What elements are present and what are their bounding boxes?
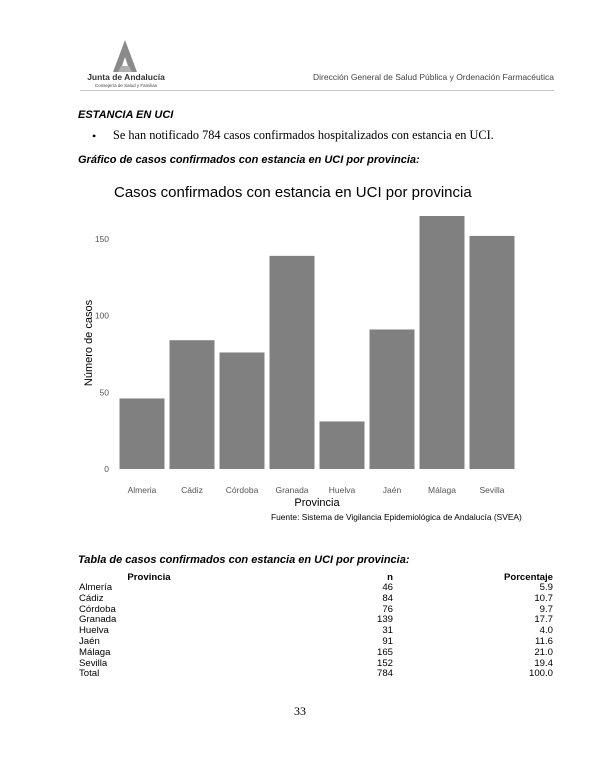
figure-caption: Gráfico de casos confirmados con estancia en UCI por provincia:: [78, 154, 420, 166]
header-provincia: Provincia: [127, 572, 171, 583]
table-row: [79, 615, 553, 626]
cell-n: 784: [376, 668, 393, 680]
cell-porcentaje: 19.4: [534, 657, 553, 669]
cell-porcentaje: 4.0: [539, 625, 553, 637]
table-caption: Tabla de casos confirmados con estancia en UCI por provincia:: [78, 554, 410, 566]
cell-porcentaje: 10.7: [534, 592, 553, 604]
bullet-text: Se han notificado 784 casos confirmados hospitalizados con estancia en UCI.: [113, 128, 494, 142]
bar-granada: [270, 256, 315, 469]
table-row: [79, 637, 553, 648]
x-tick-label: Sevilla: [479, 485, 505, 495]
cell-porcentaje: 5.9: [539, 582, 553, 593]
cell-porcentaje: 17.7: [534, 614, 553, 626]
y-tick-label: 0: [104, 464, 109, 474]
table-row: [79, 583, 553, 594]
cell-porcentaje: 11.6: [535, 635, 553, 647]
table-row: [79, 594, 553, 605]
cell-n: 152: [376, 657, 393, 669]
x-tick-label: Granada: [275, 485, 309, 495]
x-tick-label: Málaga: [428, 485, 456, 495]
chart-source: Fuente: Sistema de Vigilancia Epidemiológica de Andalucía (SVEA): [271, 512, 522, 522]
section-title: ESTANCIA EN UCI: [78, 109, 174, 121]
y-axis-label: Número de casos: [83, 299, 95, 387]
cell-provincia: Total: [79, 668, 100, 680]
cell-provincia: Jaén: [79, 635, 100, 647]
header-porcentaje: Porcentaje: [503, 572, 553, 583]
bar-almeria: [120, 398, 165, 469]
table-row: [79, 648, 553, 659]
cell-n: 31: [382, 625, 393, 637]
cases-table: [79, 572, 553, 680]
y-tick-label: 150: [94, 234, 109, 244]
cell-provincia: Granada: [79, 614, 117, 626]
bar-jaén: [370, 329, 415, 469]
cell-provincia: Málaga: [79, 646, 111, 658]
bar-cádiz: [170, 340, 215, 469]
x-tick-label: Jaén: [382, 485, 402, 495]
chart-title: Casos confirmados con estancia en UCI por provincia: [114, 184, 472, 201]
cell-n: 84: [382, 592, 393, 604]
table-row: [79, 605, 553, 616]
cell-provincia: Córdoba: [79, 603, 116, 615]
y-tick-label: 100: [94, 310, 109, 321]
cell-n: 165: [376, 646, 393, 658]
department-name: Dirección General de Salud Pública y Ordenación Farmacéutica: [313, 72, 554, 82]
cell-n: 91: [382, 635, 393, 647]
bar-huelva: [320, 421, 365, 469]
cell-provincia: Huelva: [79, 625, 109, 637]
y-tick-label: 50: [99, 387, 109, 398]
table-header-row: [79, 572, 553, 583]
bar-sevilla: [470, 236, 515, 469]
table-row-total: [79, 669, 553, 680]
bullet-marker: •: [92, 129, 97, 143]
table-row: [79, 659, 553, 670]
table-row: [79, 626, 553, 637]
header-n: n: [387, 572, 393, 583]
org-name: Junta de Andalucía: [87, 72, 165, 82]
cell-provincia: Sevilla: [79, 657, 108, 669]
x-tick-label: Córdoba: [225, 485, 259, 495]
x-tick-label: Cádiz: [181, 485, 203, 495]
cell-provincia: Almería: [79, 582, 113, 593]
cell-provincia: Cádiz: [79, 592, 104, 604]
x-axis-label: Provincia: [294, 497, 340, 509]
cell-porcentaje: 9.7: [539, 603, 553, 615]
bar-málaga: [420, 216, 465, 469]
bar-córdoba: [220, 352, 265, 469]
cell-porcentaje: 100.0: [528, 668, 553, 680]
page-number: 33: [294, 704, 306, 718]
cell-n: 76: [382, 603, 393, 615]
cell-porcentaje: 21.0: [534, 646, 553, 658]
cell-n: 139: [376, 614, 393, 626]
cell-n: 46: [382, 582, 393, 593]
org-subtitle: Consejería de Salud y Familias: [94, 83, 158, 88]
x-tick-label: Huelva: [328, 485, 356, 495]
x-tick-label: Almeria: [127, 485, 157, 495]
